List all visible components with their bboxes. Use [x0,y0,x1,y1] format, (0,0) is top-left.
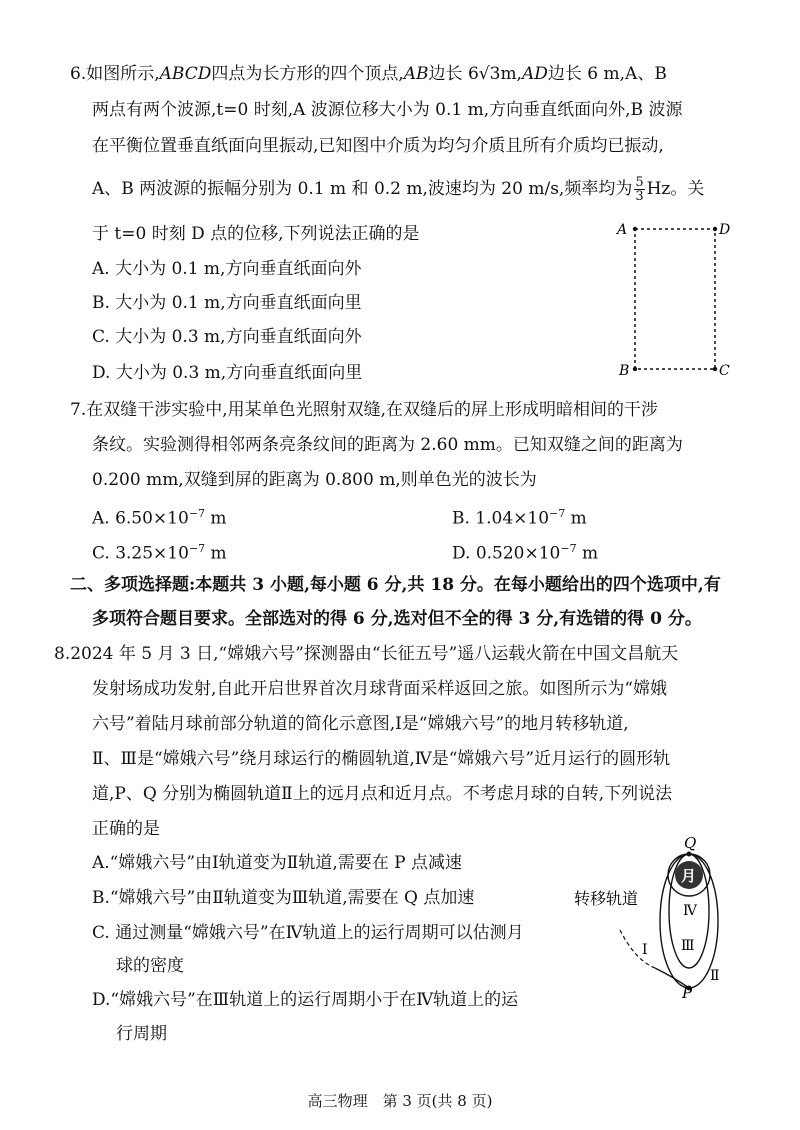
q8-line-2: 发射场成功发射,自此开启世界首次月球背面采样返回之旅。如图所示为“嫦娥 [92,679,668,699]
q6-line-4: A、B 两波源的振幅分别为 0.1 m 和 0.2 m,波速均为 20 m/s,频率均为 $\frac{5}{3}$ Hz。关 [92,175,705,204]
q8-option-c-line-1: C. 通过测量“嫦娥六号”在Ⅳ轨道上的运行周期可以估测月 [92,923,524,943]
label-a: A [617,222,628,238]
label-d: D [719,222,731,238]
point-b [633,367,637,371]
q6-line-5: 于 t=0 时刻 D 点的位移,下列说法正确的是 [92,224,420,244]
q8-orbit-figure [560,830,735,1000]
q6-line-2: 两点有两个波源,t=0 时刻,A 波源位移大小为 0.1 m,方向垂直纸面向外,B 波源 [92,100,683,120]
q6-rectangle-figure [615,218,735,383]
q7-line-1: 7.在双缝干涉实验中,用某单色光照射双缝,在双缝后的屏上形成明暗相间的干涉 [70,400,659,420]
label-b: B [619,363,630,379]
dashed-rectangle [635,229,715,369]
q7-line-3: 0.200 mm,双缝到屏的距离为 0.800 m,则单色光的波长为 [92,470,537,490]
q8-line-5: 道,P、Q 分别为椭圆轨道Ⅱ上的远月点和近月点。不考虑月球的自转,下列说法 [92,784,673,804]
q7-option-a: A. $6.50\times 10^{-7}$ m [92,507,227,529]
q7-option-d: D. $0.520\times 10^{-7}$ m [452,542,599,564]
q6-option-c: C. 大小为 0.3 m,方向垂直纸面向外 [92,327,362,347]
label-p: P [682,984,693,1000]
point-c [713,367,717,371]
label-orbit-iv: Ⅳ [683,903,697,919]
label-c: C [719,363,730,379]
q6-line-1: 6.如图所示,ABCD四点为长方形的四个顶点,AB边长 6√3m,AD边长 6 m,A、B [70,64,667,84]
q6-option-b: B. 大小为 0.1 m,方向垂直纸面向里 [92,293,362,313]
q7-line-2: 条纹。实验测得相邻两条亮条纹间的距离为 2.60 mm。已知双缝之间的距离为 [92,435,683,455]
q8-line-1: 8.2024 年 5 月 3 日,“嫦娥六号”探测器由“长征五号”遥八运载火箭在中国文昌航天 [54,644,679,664]
q6-option-a: A. 大小为 0.1 m,方向垂直纸面向外 [92,259,362,279]
q8-line-3: 六号”着陆月球前部分轨道的简化示意图,Ⅰ是“嫦娥六号”的地月转移轨道, [92,714,629,734]
label-orbit-i: Ⅰ [642,942,648,958]
section-2-heading-line-2: 多项符合题目要求。全部选对的得 6 分,选对但不全的得 3 分,有选错的得 0 分。 [92,609,702,629]
q8-option-a: A.“嫦娥六号”由Ⅰ轨道变为Ⅱ轨道,需要在 P 点减速 [92,853,462,873]
q7-option-c: C. $3.25\times 10^{-7}$ m [92,542,227,564]
q6-option-d: D. 大小为 0.3 m,方向垂直纸面向里 [92,363,363,383]
point-a [633,227,637,231]
transfer-orbit-dashed [620,930,655,968]
page-footer: 高三物理 第 3 页(共 8 页) [307,1092,493,1110]
section-2-heading-line-1: 二、多项选择题:本题共 3 小题,每小题 6 分,共 18 分。在每小题给出的四个选项中,有 [70,575,721,595]
label-orbit-iii: Ⅲ [681,938,695,954]
label-orbit-ii: Ⅱ [710,968,720,984]
q8-option-d-line-2: 行周期 [116,1024,167,1044]
moon-label: 月 [681,867,697,885]
label-q: Q [684,834,697,852]
q7-option-b: B. $1.04\times 10^{-7}$ m [452,507,587,529]
fraction-5-3: $\frac{5}{3}$ [635,175,644,204]
q8-line-4: Ⅱ、Ⅲ是“嫦娥六号”绕月球运行的椭圆轨道,Ⅳ是“嫦娥六号”近月运行的圆形轨 [92,749,671,769]
q8-line-6: 正确的是 [92,819,160,839]
q8-option-b: B.“嫦娥六号”由Ⅱ轨道变为Ⅲ轨道,需要在 Q 点加速 [92,888,475,908]
q8-option-d-line-1: D.“嫦娥六号”在Ⅲ轨道上的运行周期小于在Ⅳ轨道上的运 [92,990,519,1010]
point-d [713,227,717,231]
point-q [687,852,692,857]
q8-option-c-line-2: 球的密度 [116,956,184,976]
transfer-orbit-label: 转移轨道 [574,889,639,908]
q6-line-3: 在平衡位置垂直纸面向里振动,已知图中介质为均匀介质且所有介质均已振动, [92,136,664,156]
